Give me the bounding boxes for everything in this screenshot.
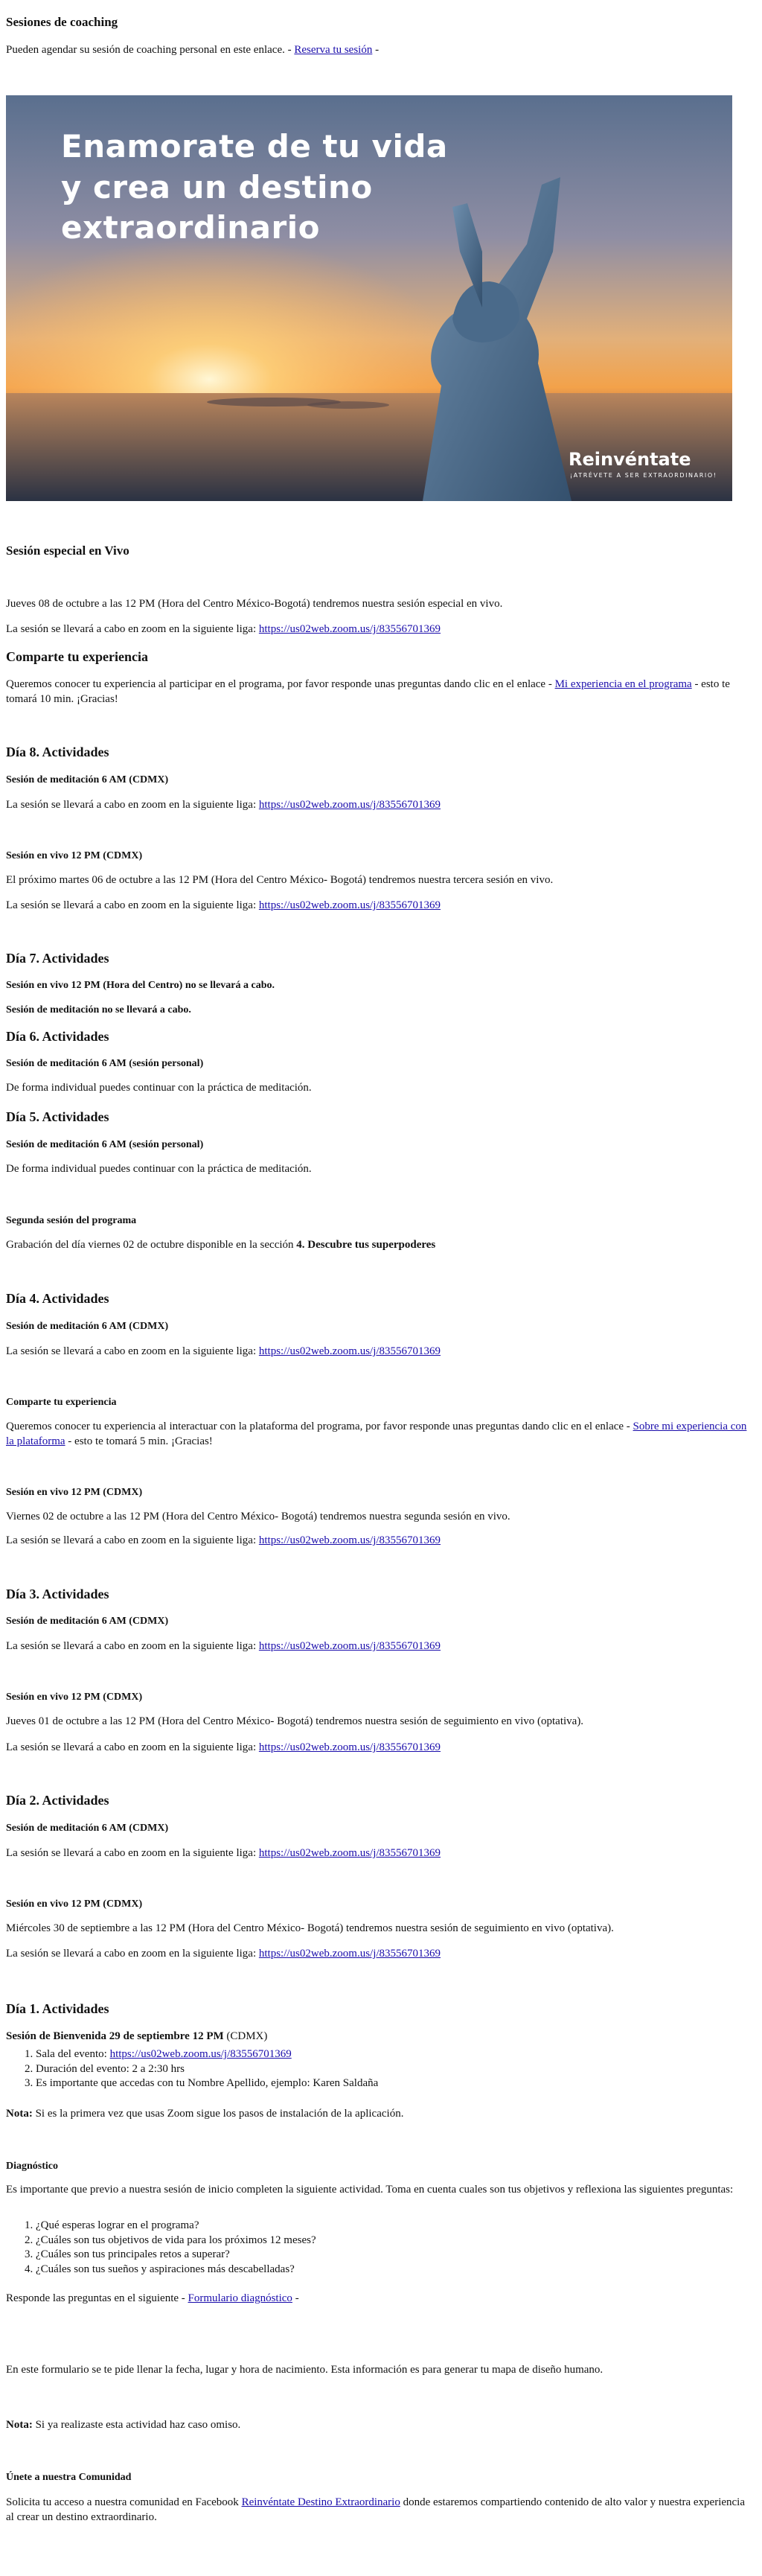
segunda-title: Segunda sesión del programa bbox=[6, 1215, 137, 1226]
dia6-text: De forma individual puedes continuar con la práctica de meditación. bbox=[6, 1082, 312, 1094]
coaching-text-before: Pueden agendar su sesión de coaching personal en este enlace. - bbox=[6, 44, 295, 56]
list-item bbox=[36, 2047, 762, 2062]
dia5-title: Día 5. Actividades bbox=[6, 1109, 109, 1124]
comparte1-text bbox=[6, 678, 753, 707]
dia7-line2: Sesión de meditación no se llevará a cabo. bbox=[6, 1004, 191, 1016]
zoom-label: La sesión se llevará a cabo en zoom en la siguiente liga: bbox=[6, 799, 259, 811]
dia3-vivo-text: Jueves 01 de octubre a las 12 PM (Hora del Centro México- Bogotá) tendremos nuestra sesión de seguimiento en vivo (optativa). bbox=[6, 1715, 584, 1727]
experiencia-programa-link[interactable]: Mi experiencia en el programa bbox=[554, 678, 692, 690]
dia2-vivo-title: Sesión en vivo 12 PM (CDMX) bbox=[6, 1898, 143, 1910]
zoom-link[interactable]: https://us02web.zoom.us/j/83556701369 bbox=[258, 623, 441, 635]
diagnostico-intro: Es importante que previo a nuestra sesión de inicio completen la siguiente actividad. Toma en cuenta cuales son tus objetivos y reflexiona las siguientes preguntas: bbox=[6, 2184, 734, 2196]
bienvenida-tz: (CDMX) bbox=[223, 2030, 268, 2042]
dia3-zoom-text bbox=[6, 1639, 753, 1654]
coaching-text bbox=[6, 43, 753, 58]
dia8-med-title: Sesión de meditación 6 AM (CDMX) bbox=[6, 774, 169, 785]
zoom-label: La sesión se llevará a cabo en zoom en la siguiente liga: bbox=[6, 1847, 259, 1859]
list-item: 3. Es importante que accedas con tu Nombre Apellido, ejemplo: Karen Saldaña bbox=[36, 2076, 762, 2091]
segunda-text-plain: Grabación del día viernes 02 de octubre disponible en la sección bbox=[6, 1239, 297, 1251]
zoom-link[interactable]: https://us02web.zoom.us/j/83556701369 bbox=[258, 1534, 441, 1546]
nota-text: Si ya realizaste esta actividad haz caso omiso. bbox=[32, 2419, 241, 2431]
zoom-link[interactable]: https://us02web.zoom.us/j/83556701369 bbox=[258, 1345, 441, 1357]
list-item: 4. ¿Cuáles son tus sueños y aspiraciones más descabelladas? bbox=[36, 2263, 762, 2277]
dia5-text: De forma individual puedes continuar con la práctica de meditación. bbox=[6, 1163, 312, 1175]
comunidad-title: Únete a nuestra Comunidad bbox=[6, 2472, 132, 2483]
bienvenida-title: Sesión de Bienvenida 29 de septiembre 12 PM bbox=[6, 2030, 224, 2042]
resp-after: - bbox=[292, 2292, 299, 2304]
dia4-title: Día 4. Actividades bbox=[6, 1291, 109, 1306]
comparte1-text-after: - esto te tomará 10 min. ¡Gracias! bbox=[6, 678, 730, 705]
zoom-link[interactable]: https://us02web.zoom.us/j/83556701369 bbox=[258, 899, 441, 911]
dia4-med-title: Sesión de meditación 6 AM (CDMX) bbox=[6, 1321, 169, 1332]
segunda-section-name: 4. Descubre tus superpoderes bbox=[296, 1239, 436, 1251]
dia2-med-title: Sesión de meditación 6 AM (CDMX) bbox=[6, 1823, 169, 1834]
list-item: 3. ¿Cuáles son tus principales retos a superar? bbox=[36, 2248, 762, 2263]
especial-date-text: Jueves 08 de octubre a las 12 PM (Hora del Centro México-Bogotá) tendremos nuestra sesión especial en vivo. bbox=[6, 598, 503, 610]
zoom-link[interactable]: https://us02web.zoom.us/j/83556701369 bbox=[258, 1640, 441, 1652]
dia2-vivo-text: Miércoles 30 de septiembre a las 12 PM (Hora del Centro México- Bogotá) tendremos nuestra sesión de seguimiento en vivo (optativa). bbox=[6, 1922, 614, 1934]
nota-label: Nota: bbox=[6, 2108, 33, 2120]
dia2-vivo-zoom-text bbox=[6, 1947, 753, 1962]
experiencia-plataforma-link[interactable]: Sobre mi experiencia con la plataforma bbox=[6, 1421, 747, 1447]
dia7-line1: Sesión en vivo 12 PM (Hora del Centro) no se llevará a cabo. bbox=[6, 980, 275, 991]
coaching-text-after: - bbox=[372, 44, 380, 56]
brand-logo: Reinvéntate bbox=[569, 449, 691, 470]
dia1-title: Día 1. Actividades bbox=[6, 2001, 109, 2016]
viernes-vivo-title: Sesión en vivo 12 PM (CDMX) bbox=[6, 1487, 143, 1498]
diagnostico-questions bbox=[6, 2219, 762, 2277]
diagnostico-title: Diagnóstico bbox=[6, 2161, 58, 2172]
segunda-text bbox=[6, 1238, 753, 1253]
dia8-vivo-title: Sesión en vivo 12 PM (CDMX) bbox=[6, 850, 143, 861]
formulario-diagnostico-link[interactable]: Formulario diagnóstico bbox=[188, 2292, 292, 2304]
especial-title: Sesión especial en Vivo bbox=[6, 543, 129, 558]
viernes-zoom-text bbox=[6, 1534, 753, 1549]
dia8-title: Día 8. Actividades bbox=[6, 745, 109, 759]
hero-banner bbox=[6, 95, 732, 501]
dia1-nota bbox=[6, 2107, 753, 2122]
dia3-title: Día 3. Actividades bbox=[6, 1587, 109, 1601]
nota-label: Nota: bbox=[6, 2419, 33, 2431]
hero-line-1: Enamorate de tu vida bbox=[61, 128, 448, 165]
dia2-zoom-text bbox=[6, 1846, 753, 1861]
dia2-title: Día 2. Actividades bbox=[6, 1793, 109, 1808]
list-item: 2. ¿Cuáles son tus objetivos de vida para los próximos 12 meses? bbox=[36, 2234, 762, 2248]
hero-line-3: extraordinario bbox=[61, 209, 320, 246]
dia8-zoom-text bbox=[6, 798, 753, 813]
comparte2-text-before: Queremos conocer tu experiencia al interactuar con la plataforma del programa, por favor responde unas preguntas dando clic en el enlace - bbox=[6, 1421, 633, 1432]
zoom-link[interactable]: https://us02web.zoom.us/j/83556701369 bbox=[258, 1948, 441, 1960]
reserva-link[interactable]: Reserva tu sesión bbox=[294, 44, 373, 56]
comparte1-title: Comparte tu experiencia bbox=[6, 649, 148, 664]
dia3-vivo-zoom-text bbox=[6, 1741, 753, 1756]
zoom-label: La sesión se llevará a cabo en zoom en la siguiente liga: bbox=[6, 1948, 259, 1960]
comunidad-text bbox=[6, 2496, 753, 2525]
comparte2-title: Comparte tu experiencia bbox=[6, 1397, 117, 1408]
list-item: 1. ¿Qué esperas lograr en el programa? bbox=[36, 2219, 762, 2234]
bienvenida-list bbox=[6, 2047, 762, 2091]
dia6-title: Día 6. Actividades bbox=[6, 1029, 109, 1044]
comparte1-text-before: Queremos conocer tu experiencia al participar en el programa, por favor responde unas preguntas dando clic en el enlace - bbox=[6, 678, 555, 690]
dia7-title: Día 7. Actividades bbox=[6, 951, 109, 966]
dia3-med-title: Sesión de meditación 6 AM (CDMX) bbox=[6, 1616, 169, 1627]
especial-zoom-text bbox=[6, 622, 753, 637]
dia8-vivo-zoom-text bbox=[6, 899, 753, 914]
resp-before: Responde las preguntas en el siguiente - bbox=[6, 2292, 188, 2304]
dia6-sub: Sesión de meditación 6 AM (sesión personal) bbox=[6, 1058, 204, 1069]
comunidad-text-before: Solicita tu acceso a nuestra comunidad en Facebook bbox=[6, 2496, 242, 2508]
zoom-link[interactable]: https://us02web.zoom.us/j/83556701369 bbox=[258, 799, 441, 811]
nota-text: Si es la primera vez que usas Zoom sigue los pasos de instalación de la aplicación. bbox=[32, 2108, 404, 2120]
dia3-vivo-title: Sesión en vivo 12 PM (CDMX) bbox=[6, 1692, 143, 1703]
hero-line-2: y crea un destino bbox=[61, 168, 373, 205]
zoom-link[interactable]: https://us02web.zoom.us/j/83556701369 bbox=[258, 1741, 441, 1753]
dia5-sub: Sesión de meditación 6 AM (sesión personal) bbox=[6, 1139, 204, 1150]
comparte2-text-after: - esto te tomará 5 min. ¡Gracias! bbox=[65, 1435, 213, 1447]
hero-headline bbox=[61, 127, 508, 249]
zoom-label: La sesión se llevará a cabo en zoom en la siguiente liga: bbox=[6, 1534, 259, 1546]
diagnostico-nota bbox=[6, 2418, 753, 2433]
diagnostico-form-text: En este formulario se te pide llenar la fecha, lugar y hora de nacimiento. Esta información es para generar tu mapa de diseño humano. bbox=[6, 2364, 603, 2376]
zoom-label: La sesión se llevará a cabo en zoom en la siguiente liga: bbox=[6, 899, 259, 911]
zoom-label: La sesión se llevará a cabo en zoom en la siguiente liga: bbox=[6, 1640, 259, 1652]
viernes-vivo-text: Viernes 02 de octubre a las 12 PM (Hora del Centro México- Bogotá) tendremos nuestra segunda sesión en vivo. bbox=[6, 1511, 510, 1523]
zoom-link[interactable]: https://us02web.zoom.us/j/83556701369 bbox=[258, 1847, 441, 1859]
bienvenida-line bbox=[6, 2030, 753, 2044]
dia4-zoom-text bbox=[6, 1345, 753, 1359]
facebook-community-link[interactable]: Reinvéntate Destino Extraordinario bbox=[241, 2496, 400, 2508]
dia8-vivo-text: El próximo martes 06 de octubre a las 12 PM (Hora del Centro México- Bogotá) tendremos nuestra tercera sesión en vivo. bbox=[6, 874, 554, 886]
diagnostico-respuesta bbox=[6, 2292, 753, 2306]
zoom-label: La sesión se llevará a cabo en zoom en la siguiente liga: bbox=[6, 1741, 259, 1753]
comunidad-text-after: donde estaremos compartiendo contenido de alto valor y nuestra experiencia al crear un destino extraordinario. bbox=[6, 2496, 746, 2523]
zoom-label: La sesión se llevará a cabo en zoom en la siguiente liga: bbox=[6, 1345, 259, 1357]
coaching-title: Sesiones de coaching bbox=[6, 15, 118, 29]
sala-label: Sala del evento: bbox=[36, 2048, 110, 2060]
brand-tagline: ¡ATRÉVETE A SER EXTRAORDINARIO! bbox=[570, 472, 717, 479]
zoom-link[interactable]: https://us02web.zoom.us/j/83556701369 bbox=[109, 2048, 292, 2060]
comparte2-text bbox=[6, 1420, 753, 1449]
list-item: 2. Duración del evento: 2 a 2:30 hrs bbox=[36, 2062, 762, 2077]
zoom-label: La sesión se llevará a cabo en zoom en la siguiente liga: bbox=[6, 623, 259, 635]
